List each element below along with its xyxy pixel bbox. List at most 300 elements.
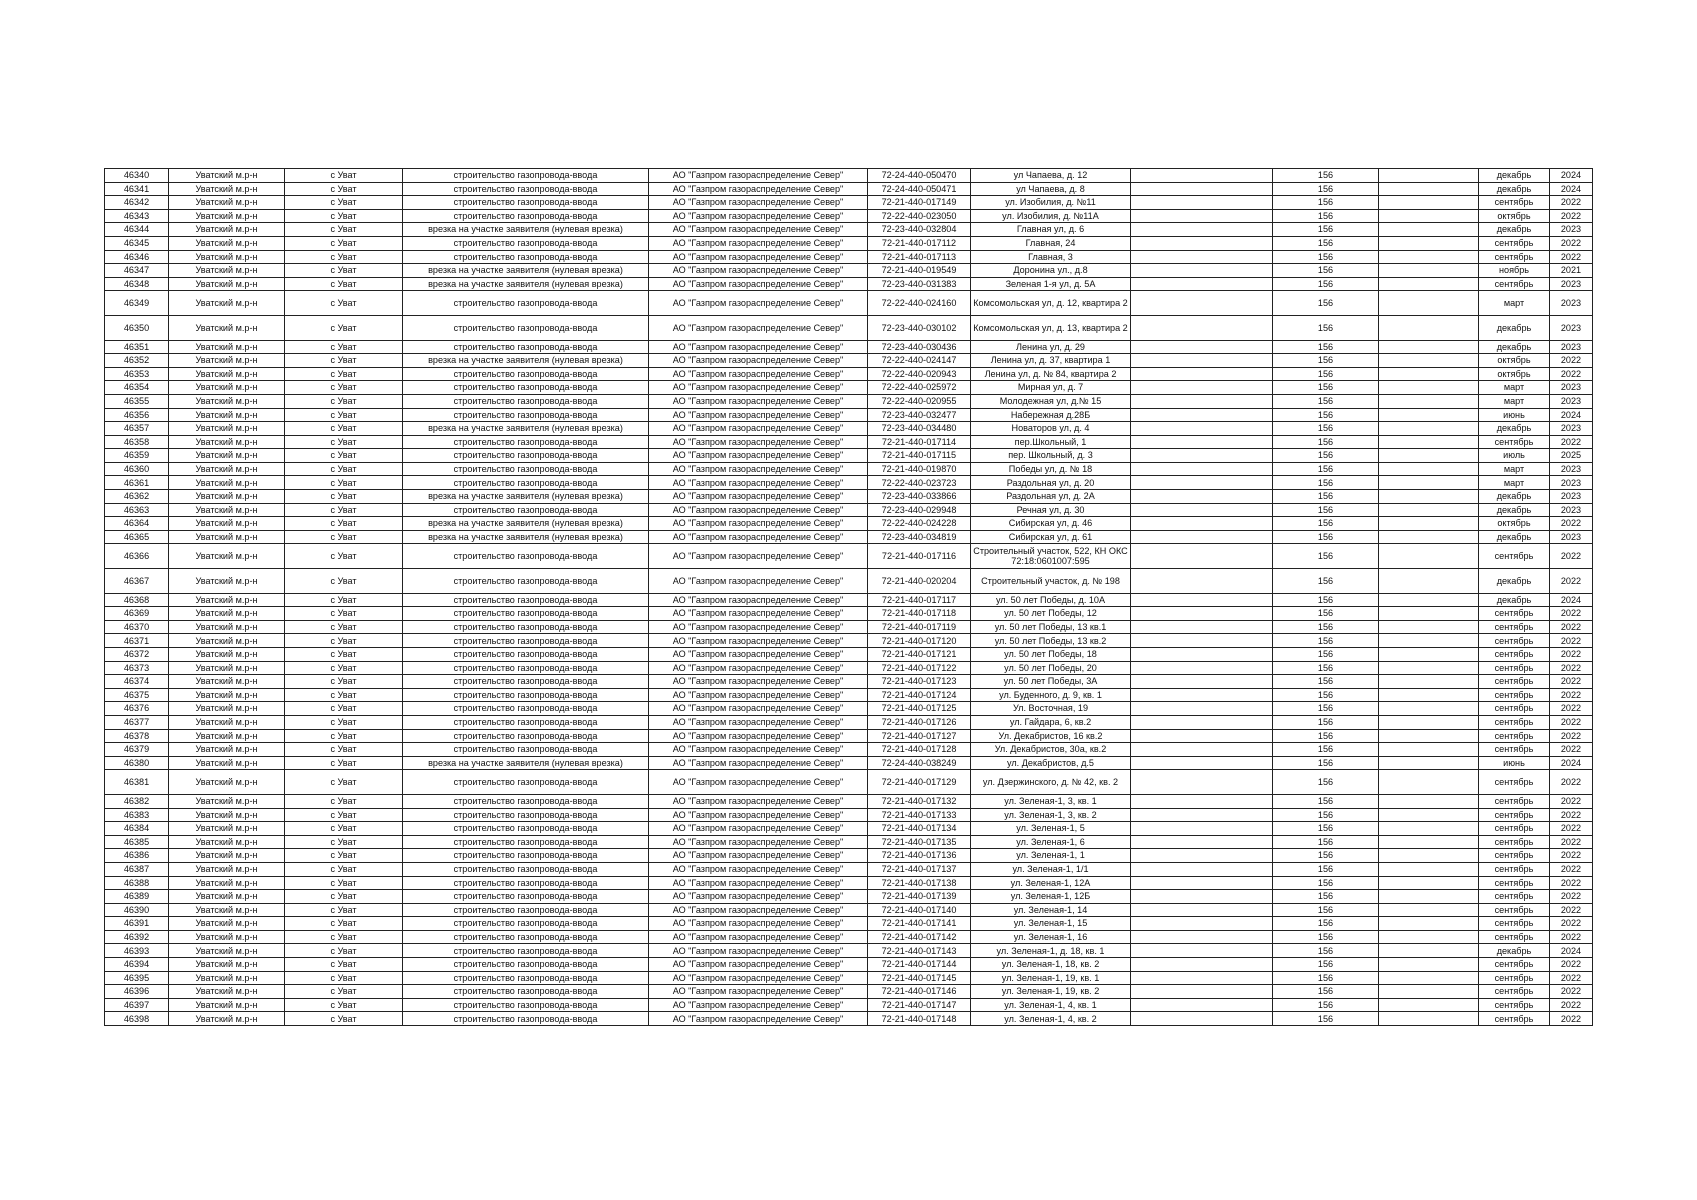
cell-work-type: строительство газопровода-ввода <box>403 291 649 316</box>
cell-address: ул. 50 лет Победы, 12 <box>971 607 1131 621</box>
cell-organization: АО "Газпром газораспределение Север" <box>649 794 868 808</box>
cell-empty-b <box>1379 530 1479 544</box>
cell-empty-a <box>1131 367 1273 381</box>
cell-year: 2022 <box>1550 849 1593 863</box>
cell-organization: АО "Газпром газораспределение Север" <box>649 449 868 463</box>
cell-number: 46346 <box>105 250 169 264</box>
table-row <box>105 944 1593 958</box>
cell-organization: АО "Газпром газораспределение Север" <box>649 569 868 594</box>
cell-empty-b <box>1379 903 1479 917</box>
cell-settlement: с Уват <box>285 702 403 716</box>
cell-work-type: строительство газопровода-ввода <box>403 182 649 196</box>
table-row <box>105 277 1593 291</box>
cell-empty-a <box>1131 756 1273 770</box>
cell-settlement: с Уват <box>285 620 403 634</box>
cell-empty-a <box>1131 607 1273 621</box>
table-row <box>105 903 1593 917</box>
cell-empty-a <box>1131 223 1273 237</box>
cell-number: 46350 <box>105 315 169 340</box>
cell-organization: АО "Газпром газораспределение Север" <box>649 544 868 569</box>
cell-month: сентябрь <box>1479 770 1550 795</box>
cell-work-type: строительство газопровода-ввода <box>403 835 649 849</box>
cell-application-id: 72-21-440-017113 <box>868 250 971 264</box>
cell-settlement: с Уват <box>285 794 403 808</box>
cell-month: июнь <box>1479 756 1550 770</box>
cell-settlement: с Уват <box>285 196 403 210</box>
cell-work-type: строительство газопровода-ввода <box>403 367 649 381</box>
cell-number: 46375 <box>105 688 169 702</box>
cell-empty-a <box>1131 808 1273 822</box>
cell-district: Уватский м.р-н <box>169 808 285 822</box>
cell-district: Уватский м.р-н <box>169 702 285 716</box>
cell-year: 2022 <box>1550 354 1593 368</box>
cell-application-id: 72-23-440-031383 <box>868 277 971 291</box>
cell-code: 156 <box>1273 490 1379 504</box>
cell-application-id: 72-21-440-017148 <box>868 1012 971 1026</box>
cell-month: март <box>1479 381 1550 395</box>
cell-address: ул. Зеленая-1, 1 <box>971 849 1131 863</box>
cell-application-id: 72-21-440-017112 <box>868 236 971 250</box>
gas-connection-register-table <box>104 168 1593 1026</box>
cell-empty-a <box>1131 449 1273 463</box>
cell-district: Уватский м.р-н <box>169 770 285 795</box>
cell-application-id: 72-21-440-019870 <box>868 462 971 476</box>
table-row <box>105 620 1593 634</box>
cell-empty-a <box>1131 490 1273 504</box>
cell-organization: АО "Газпром газораспределение Север" <box>649 930 868 944</box>
cell-year: 2022 <box>1550 794 1593 808</box>
cell-organization: АО "Газпром газораспределение Север" <box>649 607 868 621</box>
cell-empty-b <box>1379 998 1479 1012</box>
cell-organization: АО "Газпром газораспределение Север" <box>649 971 868 985</box>
cell-code: 156 <box>1273 408 1379 422</box>
cell-empty-a <box>1131 408 1273 422</box>
cell-work-type: строительство газопровода-ввода <box>403 822 649 836</box>
table-row <box>105 661 1593 675</box>
cell-month: июль <box>1479 449 1550 463</box>
cell-number: 46360 <box>105 462 169 476</box>
cell-year: 2022 <box>1550 196 1593 210</box>
cell-address: Речная ул, д. 30 <box>971 503 1131 517</box>
cell-month: сентябрь <box>1479 794 1550 808</box>
cell-organization: АО "Газпром газораспределение Север" <box>649 236 868 250</box>
cell-address: ул. 50 лет Победы, 20 <box>971 661 1131 675</box>
cell-code: 156 <box>1273 917 1379 931</box>
cell-month: декабрь <box>1479 490 1550 504</box>
cell-application-id: 72-23-440-034480 <box>868 422 971 436</box>
cell-year: 2022 <box>1550 1012 1593 1026</box>
cell-district: Уватский м.р-н <box>169 367 285 381</box>
cell-empty-a <box>1131 381 1273 395</box>
cell-district: Уватский м.р-н <box>169 315 285 340</box>
cell-address: Комсомольская ул, д. 12, квартира 2 <box>971 291 1131 316</box>
cell-month: октябрь <box>1479 517 1550 531</box>
cell-organization: АО "Газпром газораспределение Север" <box>649 367 868 381</box>
cell-work-type: строительство газопровода-ввода <box>403 702 649 716</box>
cell-district: Уватский м.р-н <box>169 250 285 264</box>
cell-address: ул. 50 лет Победы, 13 кв.1 <box>971 620 1131 634</box>
cell-year: 2022 <box>1550 435 1593 449</box>
cell-empty-a <box>1131 944 1273 958</box>
cell-number: 46396 <box>105 985 169 999</box>
cell-address: Главная, 24 <box>971 236 1131 250</box>
table-row <box>105 250 1593 264</box>
cell-work-type: строительство газопровода-ввода <box>403 661 649 675</box>
cell-settlement: с Уват <box>285 971 403 985</box>
cell-settlement: с Уват <box>285 688 403 702</box>
cell-settlement: с Уват <box>285 822 403 836</box>
cell-year: 2024 <box>1550 756 1593 770</box>
cell-organization: АО "Газпром газораспределение Север" <box>649 770 868 795</box>
cell-work-type: строительство газопровода-ввода <box>403 236 649 250</box>
cell-work-type: строительство газопровода-ввода <box>403 169 649 183</box>
cell-application-id: 72-21-440-017135 <box>868 835 971 849</box>
cell-empty-a <box>1131 876 1273 890</box>
cell-number: 46393 <box>105 944 169 958</box>
cell-address: Главная ул, д. 6 <box>971 223 1131 237</box>
cell-month: сентябрь <box>1479 985 1550 999</box>
cell-address: пер.Школьный, 1 <box>971 435 1131 449</box>
cell-number: 46372 <box>105 648 169 662</box>
table-body <box>105 169 1593 1026</box>
cell-application-id: 72-23-440-030102 <box>868 315 971 340</box>
cell-organization: АО "Газпром газораспределение Север" <box>649 808 868 822</box>
cell-year: 2022 <box>1550 634 1593 648</box>
cell-year: 2022 <box>1550 890 1593 904</box>
cell-code: 156 <box>1273 476 1379 490</box>
cell-organization: АО "Газпром газораспределение Север" <box>649 944 868 958</box>
cell-organization: АО "Газпром газораспределение Север" <box>649 849 868 863</box>
cell-address: ул Чапаева, д. 8 <box>971 182 1131 196</box>
cell-empty-b <box>1379 264 1479 278</box>
cell-settlement: с Уват <box>285 462 403 476</box>
cell-empty-b <box>1379 593 1479 607</box>
cell-work-type: строительство газопровода-ввода <box>403 958 649 972</box>
cell-empty-b <box>1379 808 1479 822</box>
cell-district: Уватский м.р-н <box>169 620 285 634</box>
cell-settlement: с Уват <box>285 890 403 904</box>
cell-work-type: строительство газопровода-ввода <box>403 862 649 876</box>
cell-month: сентябрь <box>1479 715 1550 729</box>
cell-address: Победы ул, д. № 18 <box>971 462 1131 476</box>
cell-month: декабрь <box>1479 530 1550 544</box>
cell-code: 156 <box>1273 503 1379 517</box>
cell-work-type: врезка на участке заявителя (нулевая врезка) <box>403 223 649 237</box>
cell-application-id: 72-21-440-017114 <box>868 435 971 449</box>
cell-district: Уватский м.р-н <box>169 422 285 436</box>
cell-number: 46397 <box>105 998 169 1012</box>
cell-district: Уватский м.р-н <box>169 822 285 836</box>
cell-code: 156 <box>1273 182 1379 196</box>
cell-code: 156 <box>1273 648 1379 662</box>
cell-empty-b <box>1379 661 1479 675</box>
cell-settlement: с Уват <box>285 661 403 675</box>
cell-district: Уватский м.р-н <box>169 715 285 729</box>
cell-settlement: с Уват <box>285 607 403 621</box>
cell-address: Раздольная ул, д. 20 <box>971 476 1131 490</box>
cell-district: Уватский м.р-н <box>169 408 285 422</box>
cell-month: сентябрь <box>1479 998 1550 1012</box>
cell-month: сентябрь <box>1479 958 1550 972</box>
cell-code: 156 <box>1273 770 1379 795</box>
cell-work-type: строительство газопровода-ввода <box>403 593 649 607</box>
cell-address: Ленина ул, д. 37, квартира 1 <box>971 354 1131 368</box>
cell-month: декабрь <box>1479 503 1550 517</box>
cell-work-type: строительство газопровода-ввода <box>403 569 649 594</box>
cell-number: 46351 <box>105 340 169 354</box>
cell-empty-a <box>1131 394 1273 408</box>
cell-number: 46365 <box>105 530 169 544</box>
cell-month: март <box>1479 476 1550 490</box>
cell-organization: АО "Газпром газораспределение Север" <box>649 729 868 743</box>
cell-settlement: с Уват <box>285 808 403 822</box>
cell-year: 2022 <box>1550 544 1593 569</box>
cell-settlement: с Уват <box>285 517 403 531</box>
cell-year: 2022 <box>1550 715 1593 729</box>
cell-organization: АО "Газпром газораспределение Север" <box>649 876 868 890</box>
cell-empty-a <box>1131 675 1273 689</box>
cell-work-type: строительство газопровода-ввода <box>403 770 649 795</box>
cell-month: сентябрь <box>1479 702 1550 716</box>
cell-code: 156 <box>1273 517 1379 531</box>
cell-year: 2024 <box>1550 182 1593 196</box>
cell-empty-a <box>1131 917 1273 931</box>
cell-code: 156 <box>1273 890 1379 904</box>
cell-code: 156 <box>1273 930 1379 944</box>
cell-application-id: 72-21-440-017140 <box>868 903 971 917</box>
cell-empty-b <box>1379 196 1479 210</box>
cell-year: 2023 <box>1550 394 1593 408</box>
cell-organization: АО "Газпром газораспределение Север" <box>649 743 868 757</box>
cell-number: 46380 <box>105 756 169 770</box>
cell-month: сентябрь <box>1479 634 1550 648</box>
table-row <box>105 593 1593 607</box>
cell-empty-b <box>1379 354 1479 368</box>
cell-organization: АО "Газпром газораспределение Север" <box>649 264 868 278</box>
cell-empty-b <box>1379 182 1479 196</box>
cell-work-type: строительство газопровода-ввода <box>403 394 649 408</box>
cell-number: 46398 <box>105 1012 169 1026</box>
cell-code: 156 <box>1273 340 1379 354</box>
table-row <box>105 862 1593 876</box>
cell-empty-b <box>1379 340 1479 354</box>
cell-year: 2023 <box>1550 381 1593 395</box>
table-row <box>105 835 1593 849</box>
cell-empty-b <box>1379 849 1479 863</box>
cell-empty-b <box>1379 862 1479 876</box>
cell-number: 46343 <box>105 209 169 223</box>
cell-empty-b <box>1379 169 1479 183</box>
cell-work-type: строительство газопровода-ввода <box>403 876 649 890</box>
cell-work-type: строительство газопровода-ввода <box>403 196 649 210</box>
cell-work-type: строительство газопровода-ввода <box>403 1012 649 1026</box>
cell-code: 156 <box>1273 435 1379 449</box>
table-row <box>105 264 1593 278</box>
cell-month: декабрь <box>1479 223 1550 237</box>
cell-work-type: строительство газопровода-ввода <box>403 971 649 985</box>
cell-year: 2023 <box>1550 476 1593 490</box>
table-row <box>105 971 1593 985</box>
cell-address: ул. Зеленая-1, 1/1 <box>971 862 1131 876</box>
cell-number: 46357 <box>105 422 169 436</box>
cell-month: сентябрь <box>1479 743 1550 757</box>
cell-work-type: врезка на участке заявителя (нулевая врезка) <box>403 422 649 436</box>
cell-application-id: 72-21-440-017129 <box>868 770 971 795</box>
cell-district: Уватский м.р-н <box>169 340 285 354</box>
cell-address: Строительный участок, 522, КН ОКС 72:18:0601007:595 <box>971 544 1131 569</box>
table-row <box>105 530 1593 544</box>
cell-month: сентябрь <box>1479 849 1550 863</box>
cell-work-type: строительство газопровода-ввода <box>403 808 649 822</box>
cell-month: декабрь <box>1479 593 1550 607</box>
cell-year: 2021 <box>1550 264 1593 278</box>
table-row <box>105 569 1593 594</box>
cell-address: Мирная ул, д. 7 <box>971 381 1131 395</box>
cell-number: 46342 <box>105 196 169 210</box>
cell-application-id: 72-21-440-017144 <box>868 958 971 972</box>
cell-empty-b <box>1379 876 1479 890</box>
cell-settlement: с Уват <box>285 340 403 354</box>
cell-district: Уватский м.р-н <box>169 264 285 278</box>
cell-application-id: 72-23-440-032804 <box>868 223 971 237</box>
cell-organization: АО "Газпром газораспределение Север" <box>649 340 868 354</box>
cell-application-id: 72-21-440-017125 <box>868 702 971 716</box>
cell-work-type: строительство газопровода-ввода <box>403 607 649 621</box>
cell-number: 46353 <box>105 367 169 381</box>
cell-settlement: с Уват <box>285 917 403 931</box>
cell-number: 46371 <box>105 634 169 648</box>
cell-year: 2022 <box>1550 702 1593 716</box>
cell-code: 156 <box>1273 903 1379 917</box>
cell-settlement: с Уват <box>285 503 403 517</box>
cell-year: 2022 <box>1550 971 1593 985</box>
cell-address: Раздольная ул, д. 2А <box>971 490 1131 504</box>
table-row <box>105 517 1593 531</box>
cell-code: 156 <box>1273 607 1379 621</box>
table-row <box>105 607 1593 621</box>
cell-district: Уватский м.р-н <box>169 794 285 808</box>
cell-work-type: строительство газопровода-ввода <box>403 449 649 463</box>
cell-address: Новаторов ул, д. 4 <box>971 422 1131 436</box>
cell-code: 156 <box>1273 544 1379 569</box>
cell-settlement: с Уват <box>285 182 403 196</box>
cell-code: 156 <box>1273 675 1379 689</box>
cell-number: 46388 <box>105 876 169 890</box>
cell-district: Уватский м.р-н <box>169 490 285 504</box>
cell-settlement: с Уват <box>285 476 403 490</box>
cell-empty-b <box>1379 490 1479 504</box>
cell-work-type: строительство газопровода-ввода <box>403 435 649 449</box>
cell-settlement: с Уват <box>285 223 403 237</box>
cell-district: Уватский м.р-н <box>169 462 285 476</box>
cell-application-id: 72-21-440-017119 <box>868 620 971 634</box>
cell-month: сентябрь <box>1479 277 1550 291</box>
cell-address: Ул. Восточная, 19 <box>971 702 1131 716</box>
cell-number: 46377 <box>105 715 169 729</box>
cell-application-id: 72-21-440-017146 <box>868 985 971 999</box>
cell-work-type: строительство газопровода-ввода <box>403 340 649 354</box>
cell-code: 156 <box>1273 862 1379 876</box>
cell-work-type: врезка на участке заявителя (нулевая врезка) <box>403 277 649 291</box>
cell-organization: АО "Газпром газораспределение Север" <box>649 835 868 849</box>
cell-number: 46358 <box>105 435 169 449</box>
cell-district: Уватский м.р-н <box>169 849 285 863</box>
cell-code: 156 <box>1273 849 1379 863</box>
cell-empty-b <box>1379 985 1479 999</box>
cell-number: 46367 <box>105 569 169 594</box>
cell-empty-b <box>1379 449 1479 463</box>
cell-month: сентябрь <box>1479 675 1550 689</box>
cell-district: Уватский м.р-н <box>169 449 285 463</box>
cell-year: 2023 <box>1550 530 1593 544</box>
cell-application-id: 72-21-440-017145 <box>868 971 971 985</box>
cell-district: Уватский м.р-н <box>169 1012 285 1026</box>
cell-organization: АО "Газпром газораспределение Север" <box>649 422 868 436</box>
cell-month: декабрь <box>1479 944 1550 958</box>
cell-application-id: 72-21-440-017120 <box>868 634 971 648</box>
table-row <box>105 182 1593 196</box>
cell-year: 2022 <box>1550 930 1593 944</box>
cell-address: ул. 50 лет Победы, 3А <box>971 675 1131 689</box>
cell-empty-a <box>1131 291 1273 316</box>
cell-empty-b <box>1379 1012 1479 1026</box>
table-row <box>105 381 1593 395</box>
cell-settlement: с Уват <box>285 169 403 183</box>
cell-district: Уватский м.р-н <box>169 985 285 999</box>
cell-empty-a <box>1131 634 1273 648</box>
cell-empty-b <box>1379 517 1479 531</box>
cell-code: 156 <box>1273 209 1379 223</box>
cell-district: Уватский м.р-н <box>169 675 285 689</box>
cell-application-id: 72-21-440-019549 <box>868 264 971 278</box>
cell-work-type: строительство газопровода-ввода <box>403 917 649 931</box>
cell-number: 46376 <box>105 702 169 716</box>
cell-work-type: строительство газопровода-ввода <box>403 998 649 1012</box>
cell-number: 46368 <box>105 593 169 607</box>
cell-organization: АО "Газпром газораспределение Север" <box>649 917 868 931</box>
cell-empty-b <box>1379 702 1479 716</box>
cell-organization: АО "Газпром газораспределение Север" <box>649 209 868 223</box>
cell-empty-a <box>1131 794 1273 808</box>
cell-year: 2022 <box>1550 808 1593 822</box>
cell-number: 46382 <box>105 794 169 808</box>
table-row <box>105 367 1593 381</box>
cell-empty-b <box>1379 620 1479 634</box>
cell-organization: АО "Газпром газораспределение Север" <box>649 661 868 675</box>
cell-empty-a <box>1131 264 1273 278</box>
cell-work-type: строительство газопровода-ввода <box>403 648 649 662</box>
cell-empty-a <box>1131 688 1273 702</box>
table-row <box>105 435 1593 449</box>
cell-number: 46364 <box>105 517 169 531</box>
cell-year: 2022 <box>1550 620 1593 634</box>
cell-organization: АО "Газпром газораспределение Север" <box>649 462 868 476</box>
table-row <box>105 770 1593 795</box>
cell-code: 156 <box>1273 661 1379 675</box>
cell-work-type: строительство газопровода-ввода <box>403 544 649 569</box>
cell-settlement: с Уват <box>285 648 403 662</box>
cell-empty-a <box>1131 620 1273 634</box>
cell-settlement: с Уват <box>285 408 403 422</box>
cell-empty-b <box>1379 462 1479 476</box>
cell-address: ул. 50 лет Победы, 13 кв.2 <box>971 634 1131 648</box>
cell-settlement: с Уват <box>285 958 403 972</box>
cell-year: 2023 <box>1550 277 1593 291</box>
cell-address: ул. Зеленая-1, 5 <box>971 822 1131 836</box>
cell-organization: АО "Газпром газораспределение Север" <box>649 196 868 210</box>
cell-organization: АО "Газпром газораспределение Север" <box>649 634 868 648</box>
cell-application-id: 72-21-440-017122 <box>868 661 971 675</box>
